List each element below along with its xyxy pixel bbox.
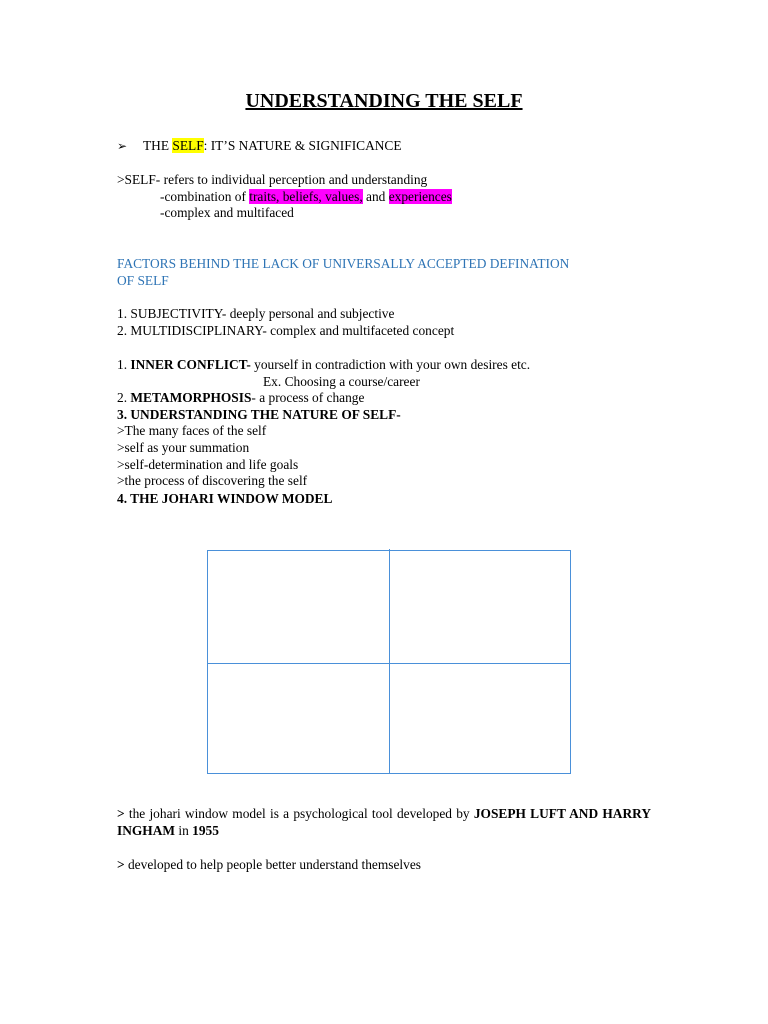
- self-definition-line2: -combination of traits, beliefs, values, and experiences: [160, 189, 452, 204]
- johari-year: 1955: [192, 823, 219, 838]
- sub-item: >The many faces of the self: [117, 423, 267, 438]
- johari-vertical-divider: [389, 549, 390, 773]
- list-item-metamorphosis: 2. METAMORPHOSIS- a process of change: [117, 390, 365, 405]
- johari-window-diagram: [207, 550, 571, 774]
- highlight-self: SELF: [172, 138, 204, 153]
- arrow-bullet-icon: ➢: [117, 139, 128, 153]
- list-item-understanding: 3. UNDERSTANDING THE NATURE OF SELF-: [117, 407, 401, 422]
- page-title: UNDERSTANDING THE SELF: [245, 90, 523, 112]
- sub-item: >self as your summation: [117, 440, 250, 455]
- factors-heading-line2: OF SELF: [117, 273, 169, 288]
- factor-item: 1. SUBJECTIVITY- deeply personal and subjective: [117, 306, 395, 321]
- last-paragraph: > developed to help people better understand themselves: [117, 857, 421, 872]
- list-item-johari: 4. THE JOHARI WINDOW MODEL: [117, 491, 333, 506]
- self-definition-line1: >SELF- refers to individual perception and understanding: [117, 172, 428, 187]
- johari-horizontal-divider: [208, 663, 570, 664]
- factors-heading-line1: FACTORS BEHIND THE LACK OF UNIVERSALLY ACCEPTED DEFINATION: [117, 256, 570, 271]
- self-definition-line3: -complex and multifaced: [160, 205, 294, 220]
- factor-item: 2. MULTIDISCIPLINARY- complex and multifaceted concept: [117, 323, 455, 338]
- johari-paragraph: > the johari window model is a psychological tool developed by JOSEPH LUFT AND HARRY INGHAM in 1955: [117, 806, 651, 838]
- highlight-experiences: experiences: [388, 189, 452, 204]
- johari-authors: JOSEPH LUFT AND HARRY INGHAM: [117, 806, 651, 838]
- list-item-inner-conflict: 1. INNER CONFLICT- yourself in contradiction with your own desires etc.: [117, 357, 531, 372]
- sub-item: >the process of discovering the self: [117, 473, 308, 488]
- section-heading-self: ➢ THE SELF: IT’S NATURE & SIGNIFICANCE: [117, 138, 402, 153]
- sub-item: >self-determination and life goals: [117, 457, 299, 472]
- list-item-example: Ex. Choosing a course/career: [263, 374, 420, 389]
- highlight-traits: traits, beliefs, values,: [249, 189, 363, 204]
